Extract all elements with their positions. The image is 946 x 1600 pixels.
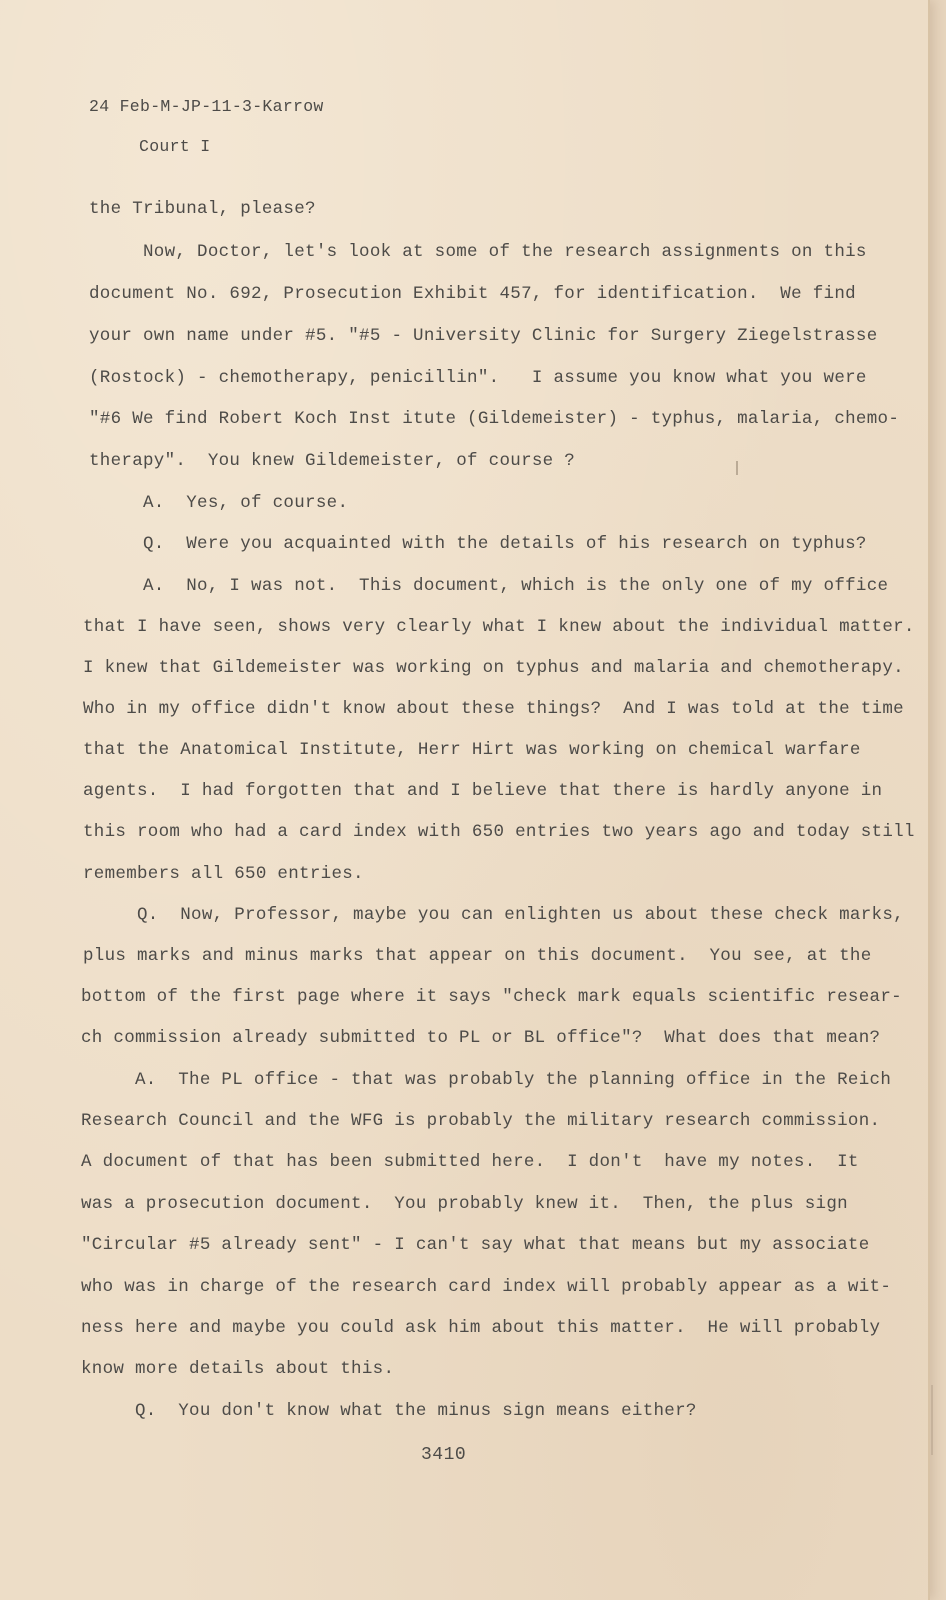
text-line: bottom of the first page where it says "check mark equals scientific resear- — [81, 987, 902, 1007]
text-line: "Circular #5 already sent" - I can't say what that means but my associate — [81, 1235, 870, 1255]
paper-mark — [931, 1385, 933, 1455]
text-line: I knew that Gildemeister was working on typhus and malaria and chemotherapy. — [83, 658, 904, 678]
paper-mark — [736, 461, 738, 475]
text-line: Who in my office didn't know about these things? And I was told at the time — [83, 699, 904, 719]
text-line: remembers all 650 entries. — [83, 864, 364, 884]
text-line: document No. 692, Prosecution Exhibit 457, for identification. We find — [89, 284, 856, 304]
text-line: agents. I had forgotten that and I believe that there is hardly anyone in — [83, 781, 883, 801]
text-line: ch commission already submitted to PL or BL office"? What does that mean? — [81, 1028, 881, 1048]
text-line: "#6 We find Robert Koch Inst itute (Gildemeister) - typhus, malaria, chemo- — [89, 409, 900, 429]
text-line: know more details about this. — [81, 1359, 395, 1379]
text-line: that I have seen, shows very clearly what I knew about the individual matter. — [83, 617, 915, 637]
text-line: that the Anatomical Institute, Herr Hirt was working on chemical warfare — [83, 740, 861, 760]
text-line: this room who had a card index with 650 entries two years ago and today still — [83, 822, 915, 842]
page-header: 24 Feb-M-JP-11-3-Karrow — [89, 97, 324, 116]
text-line: Q. Now, Professor, maybe you can enlighten us about these check marks, — [83, 905, 904, 925]
page-number: 3410 — [421, 1445, 467, 1465]
text-line: ness here and maybe you could ask him about this matter. He will probably — [81, 1318, 881, 1338]
text-line: the Tribunal, please? — [89, 199, 316, 219]
text-line: Q. You don't know what the minus sign means either? — [81, 1401, 697, 1421]
text-line: was a prosecution document. You probably knew it. Then, the plus sign — [81, 1194, 848, 1214]
text-line: who was in charge of the research card index will probably appear as a wit- — [81, 1277, 892, 1297]
text-line: Q. Were you acquainted with the details of his research on typhus? — [89, 534, 867, 554]
text-line: Now, Doctor, let's look at some of the research assignments on this — [89, 242, 867, 262]
text-line: therapy". You knew Gildemeister, of course ? — [89, 451, 576, 471]
text-line: A. The PL office - that was probably the planning office in the Reich — [81, 1070, 892, 1090]
court-label: Court I — [139, 137, 211, 156]
text-line: plus marks and minus marks that appear on this document. You see, at the — [83, 946, 872, 966]
text-line: your own name under #5. "#5 - University Clinic for Surgery Ziegelstrasse — [89, 326, 878, 346]
text-line: (Rostock) - chemotherapy, penicillin". I assume you know what you were — [89, 368, 910, 388]
text-line: Research Council and the WFG is probably the military research commission. — [81, 1111, 881, 1131]
text-line: A. No, I was not. This document, which is the only one of my office — [89, 576, 889, 596]
text-line: A document of that has been submitted here. I don't have my notes. It — [81, 1152, 859, 1172]
text-line: A. Yes, of course. — [89, 493, 349, 513]
